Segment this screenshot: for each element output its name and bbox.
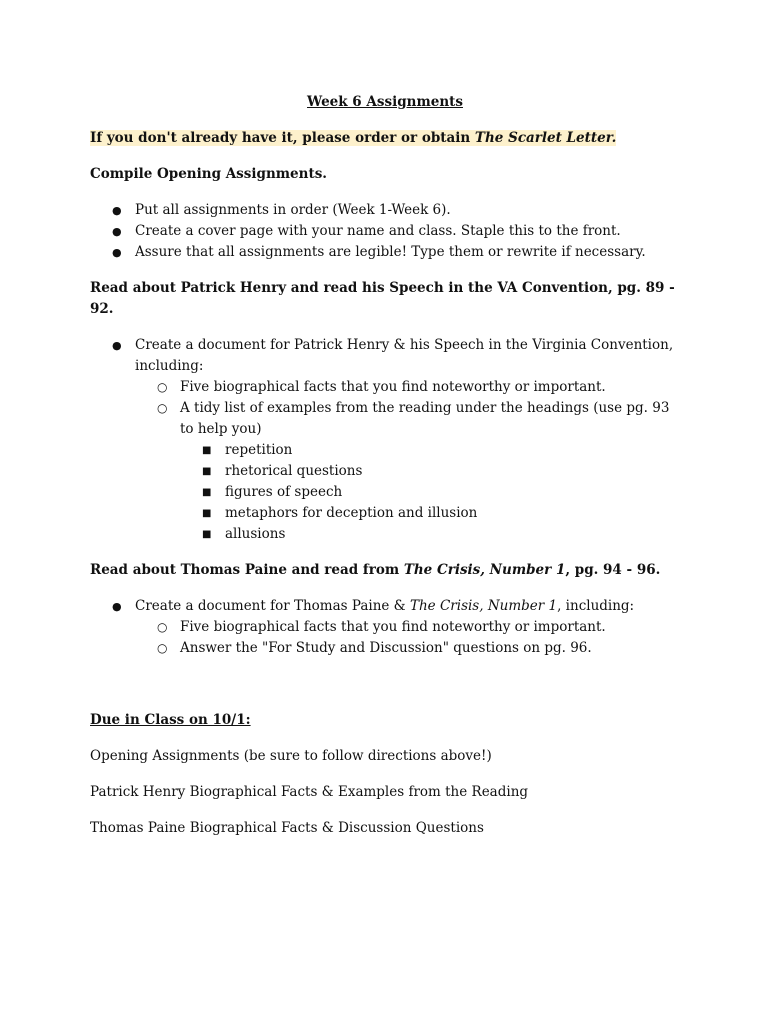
notice-text: If you don't already have it, please order or obtain <box>90 130 475 146</box>
list-item: ■ repetition <box>180 440 680 461</box>
paine-sublist <box>135 617 680 659</box>
list-item <box>90 335 680 545</box>
paine-heading <box>90 560 680 581</box>
due-line: Patrick Henry Biographical Facts & Examples from the Reading <box>90 784 529 800</box>
paine-item-post: , including: <box>557 598 635 614</box>
henry-sublist <box>135 377 680 545</box>
list-item: ● Assure that all assignments are legible! Type them or rewrite if necessary. <box>90 242 680 263</box>
paine-heading-title: The Crisis, Number 1 <box>403 562 566 578</box>
paine-item-title: The Crisis, Number 1 <box>409 598 558 614</box>
list-item: ○ Five biographical facts that you find noteworthy or important. <box>135 377 680 398</box>
spacer <box>90 659 680 695</box>
paine-item-pre: Create a document for Thomas Paine & <box>135 598 410 614</box>
notice-highlight <box>90 130 616 146</box>
henry-headings-list <box>180 440 680 545</box>
list-item: ● Create a cover page with your name and class. Staple this to the front. <box>90 221 680 242</box>
henry-heading: Read about Patrick Henry and read his Speech in the VA Convention, pg. 89 - 92. <box>90 280 675 317</box>
list-item: ■ metaphors for deception and illusion <box>180 503 680 524</box>
list-item: ● Put all assignments in order (Week 1-Week 6). <box>90 200 680 221</box>
compile-heading: Compile Opening Assignments. <box>90 166 327 182</box>
due-line: Thomas Paine Biographical Facts & Discussion Questions <box>90 820 484 836</box>
henry-list <box>90 335 680 545</box>
compile-list <box>90 200 680 263</box>
notice-book-title: The Scarlet Letter. <box>474 130 617 146</box>
list-item: ○ Five biographical facts that you find noteworthy or important. <box>135 617 680 638</box>
paine-list <box>90 596 680 659</box>
document-page <box>90 92 680 839</box>
list-item <box>90 596 680 659</box>
due-line: Opening Assignments (be sure to follow directions above!) <box>90 748 492 764</box>
henry-item-text: Create a document for Patrick Henry & his Speech in the Virginia Convention, including: <box>135 337 674 374</box>
due-heading: Due in Class on 10/1: <box>90 712 251 728</box>
list-item: ■ rhetorical questions <box>180 461 680 482</box>
list-item: ■ figures of speech <box>180 482 680 503</box>
henry-subitem-text: A tidy list of examples from the reading under the headings (use pg. 93 to help you) <box>180 400 670 437</box>
paine-heading-post: , pg. 94 - 96. <box>565 562 661 578</box>
list-item <box>135 398 680 545</box>
notice-line <box>90 128 680 149</box>
paine-heading-pre: Read about Thomas Paine and read from <box>90 562 404 578</box>
page-title: Week 6 Assignments <box>307 94 463 110</box>
list-item: ○ Answer the "For Study and Discussion" questions on pg. 96. <box>135 638 680 659</box>
list-item: ■ allusions <box>180 524 680 545</box>
